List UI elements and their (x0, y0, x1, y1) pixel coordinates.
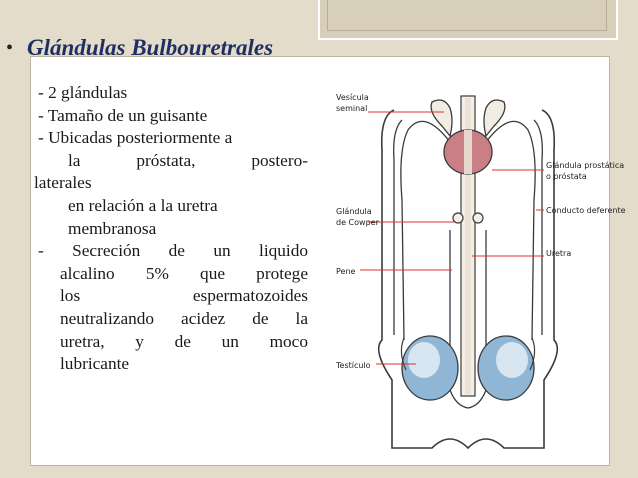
title-row (6, 30, 273, 66)
text-line: laterales (34, 173, 92, 193)
label-testiculo: Testículo (336, 361, 371, 370)
cowper-gland-left (453, 213, 463, 223)
text-line: uretra, y de un moco (60, 331, 308, 351)
label-deferente: Conducto deferente (546, 206, 626, 215)
text-line: los espermatozoides (60, 286, 308, 306)
seminal-vesicle-left (431, 100, 452, 136)
label-prostata-1: Glándula prostática (546, 161, 625, 170)
text-line: - Tamaño de un guisante (38, 105, 208, 125)
text-line: - Ubicadas posteriormente a (38, 128, 233, 148)
vas-deferens-left (401, 121, 450, 340)
text-line: neutralizando acidez de la (60, 308, 308, 328)
anatomy-diagram (332, 90, 626, 460)
text-line: alcalino 5% que protege (60, 263, 308, 283)
label-vesicula-1: Vesícula (336, 93, 369, 102)
label-uretra: Uretra (546, 249, 572, 258)
vas-deferens-right (486, 121, 535, 340)
label-pene: Pene (336, 267, 356, 276)
text-line: lubricante (60, 354, 130, 374)
label-cowper-1: Glándula (336, 207, 372, 216)
slide-title: Glándulas Bulbouretrales (27, 35, 274, 60)
label-prostata-2: o próstata (546, 172, 587, 181)
title-bullet: • (6, 36, 14, 59)
body-text (34, 82, 308, 376)
label-cowper-2: de Cowper (336, 218, 379, 227)
decorative-tab-inner (327, 0, 607, 31)
text-line: - 2 glándulas (38, 83, 128, 102)
seminal-vesicle-right (484, 100, 505, 136)
label-vesicula-2: seminal (336, 104, 368, 113)
cowper-gland-right (473, 213, 483, 223)
text-line: en relación a la uretra (68, 195, 218, 215)
text-line: membranosa (68, 218, 157, 238)
text-line: - Secreción de un liquido (38, 241, 308, 261)
text-line: la próstata, postero- (68, 150, 308, 170)
